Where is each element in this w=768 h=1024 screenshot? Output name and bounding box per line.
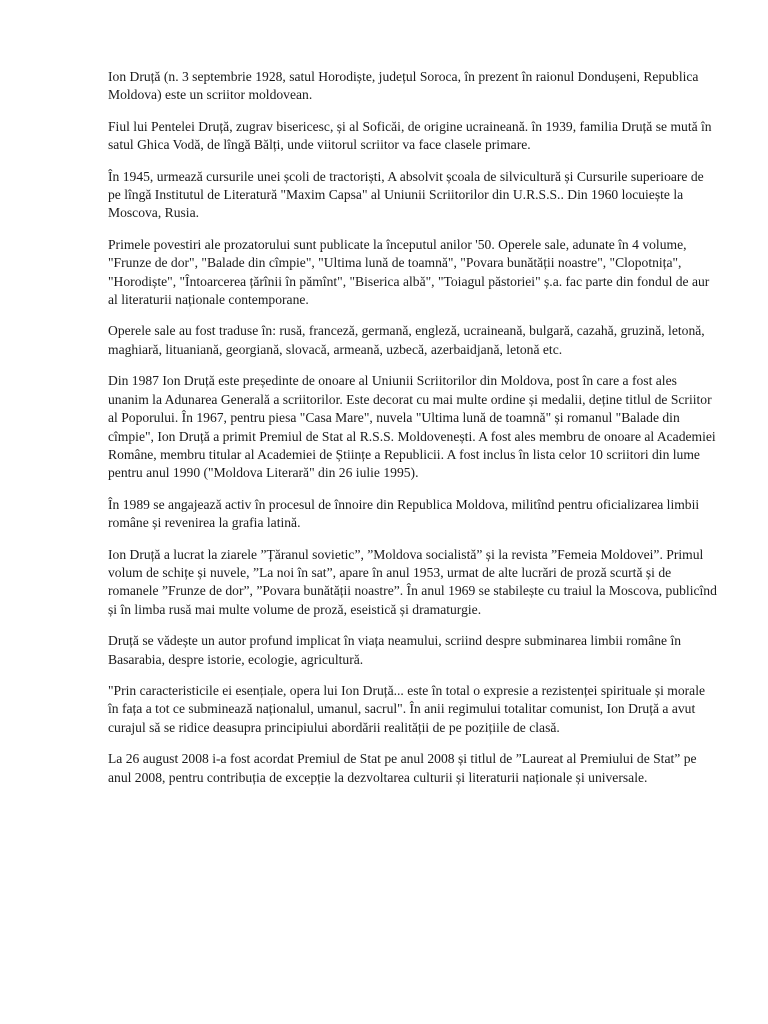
paragraph-newspapers: Ion Druță a lucrat la ziarele ”Țăranul sovietic”, ”Moldova socialistă” și la revista ”Femeia Moldovei”. Primul volum de schițe și nuvele, ”La noi în sat”, apare în anul 1953, urmat de alte lucrări de proză scurtă și de romanele ”Frunze de dor”, ”Povara bunătății noastre”. În anul 1969 se stabilește cu traiul la Moscova, publicînd și în limba rusă mai multe volume de proză, eseistică și dramaturgie. [108,546,717,617]
paragraph-2008-award: La 26 august 2008 i-a fost acordat Premiul de Stat pe anul 2008 și titlul de ”Laureat al Premiului de Stat” pe anul 2008, pentru contribuția de excepție la dezvoltarea culturii și literaturii naționale și universale. [108,751,697,785]
paragraph-quote: "Prin caracteristicile ei esențiale, opera lui Ion Druță... este în total o expresie a rezistenței spirituale și morale în fața a tot ce subminează naționalul, umanul, sacrul". În anii regimului totalitar comunist, Ion Druță a avut curajul să se ridice deasupra principiului abordării realității de pe pozițiile de clasă. [108,682,706,735]
document-page [108,68,718,800]
paragraph-intro: Ion Druță (n. 3 septembrie 1928, satul Horodiște, județul Soroca, în prezent în raionul Dondușeni, Republica Moldova) este un scriitor moldovean. [108,69,699,103]
paragraph-translations: Operele sale au fost traduse în: rusă, franceză, germană, engleză, ucraineană, bulgară, cazahă, gruzină, letonă, maghiară, lituaniană, georgiană, slovacă, armeană, uzbecă, azerbaidjană, letonă etc. [108,323,705,357]
paragraph-family: Fiul lui Pentelei Druță, zugrav bisericesc, și al Soficăi, de origine ucraineană. în 1939, familia Druță se mută în satul Ghica Vodă, de lîngă Bălți, unde viitorul scriitor va face clasele primare. [108,118,712,153]
paragraph-works: Primele povestiri ale prozatorului sunt publicate la începutul anilor '50. Operele sale, adunate în 4 volume, "Frunze de dor", "Balade din cîmpie", "Ultima lună de toamnă", "Povara bunătății noastre", "Clopotnița", "Horodiște", "Întoarcerea țărînii în pămînt", "Biserica albă", "Toiagul păstoriei" ș.a. fac parte din fondul de aur al literaturii naționale contemporane. [108,236,710,308]
paragraph-1989: În 1989 se angajează activ în procesul de înnoire din Republica Moldova, militînd pentru oficializarea limbii române și revenirea la grafia latină. [108,496,700,531]
paragraph-education: În 1945, urmează cursurile unei școli de tractoriști, A absolvit școala de silvicultură și Cursurile superioare de pe lîngă Institutul de Literatură "Maxim Capsa" al Uniunii Scriitorilor din U.R.S.S.. Din 1960 locuiește la Moscova, Rusia. [108,168,704,221]
paragraph-themes: Druță se vădește un autor profund implicat în viața neamului, scriind despre subminarea limbii române în Basarabia, despre istorie, ecologie, agricultură. [108,633,682,667]
paragraph-honors: Din 1987 Ion Druță este președinte de onoare al Uniunii Scriitorilor din Moldova, post în care a fost ales unanim la Adunarea Generală a scriitorilor. Este decorat cu mai multe ordine și medalii, deține titlul de Scriitor al Poporului. În 1967, pentru piesa "Casa Mare", nuvela "Ultima lună de toamnă" și romanul "Balade din cîmpie", Ion Druță a primit Premiul de Stat al R.S.S. Moldovenești. A fost ales membru de onoare al Academiei Române, membru titular al Academiei de Științe a Republicii. A fost inclus în lista celor 10 scriitori din lume pentru anul 1990 ("Moldova Literară" din 26 iulie 1995). [108,373,716,481]
